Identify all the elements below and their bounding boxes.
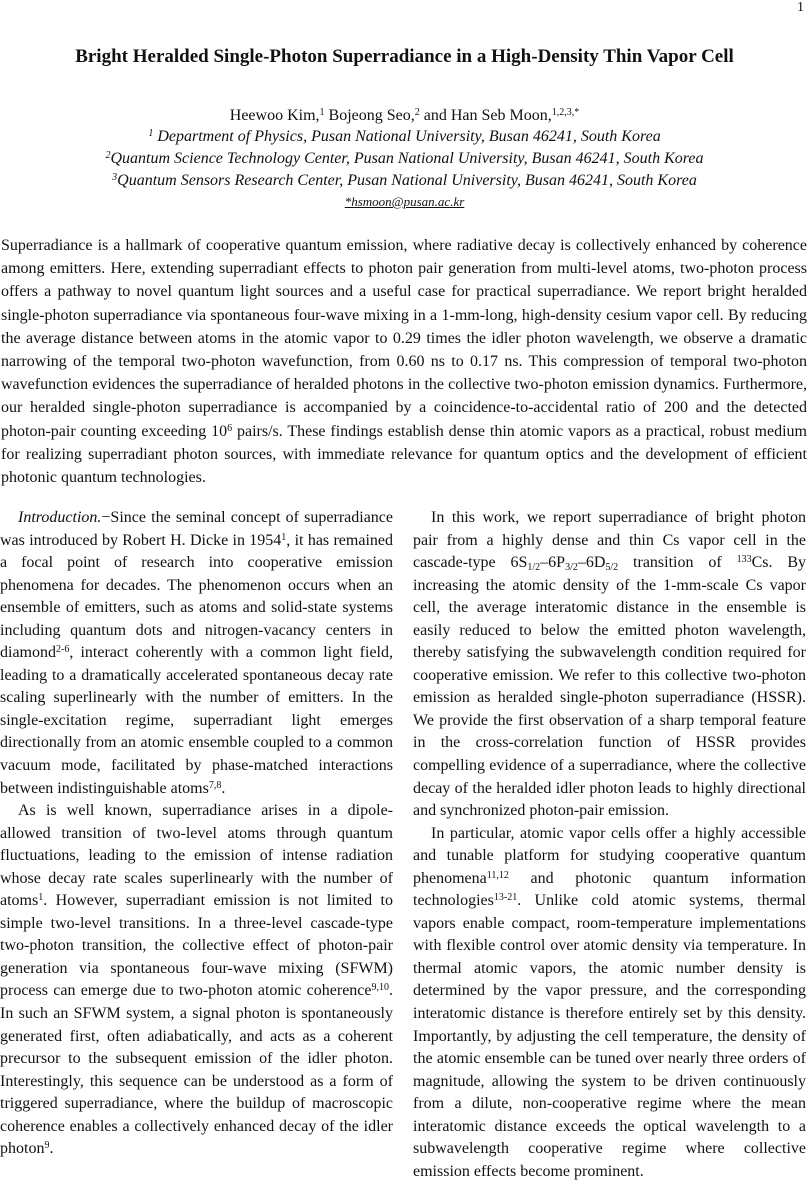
body-text: and photonic quantum information technologies	[413, 869, 806, 910]
body-text: Cs. By increasing the atomic density of the 1-mm-scale Cs vapor cell, the average interatomic distance in the ensemble is easily reduced to below the emitted photon wavelength, thereby satisfying the subwavelength condition required for cooperative emission. We refer to this collective two-photon emission as heralded single-photon superradiance (HSSR). We provide the first observation of a sharp temporal feature in the cross-correlation function of HSSR provides compelling evidence of a superradiance, where the collective decay of the heralded idler photon leads to highly directional and synchronized photon-pair emission.	[413, 554, 806, 820]
affil-mark: 3	[112, 172, 118, 183]
body-text: . However, superradiant emission is not limited to simple two-level transitions. In a three-level cascade-type two-photon transition, the collective effect of photon-pair generation via spontaneous four-wave mixing (SFWM) process can emerge due to two-photon atomic coherence	[0, 892, 393, 1000]
author-name: and Han Seb Moon,	[419, 107, 552, 124]
body-text: , interact coherently with a common light field, leading to a dramatically accelerated spontaneous decay rate scaling superlinearly with the number of emitters. In the single-excitation regime, superradiant light emerges directionally from an atomic ensemble coupled to a common vacuum mode, facilitated by phase-matched interactions between indistinguishable atoms	[0, 644, 393, 797]
author-name: Heewoo Kim,	[229, 107, 320, 124]
citation: 9	[44, 1140, 50, 1152]
abstract-text: Superradiance is a hallmark of cooperative quantum emission, where radiative decay is collectively enhanced by coherence among emitters. Here, extending superradiant effects to photon pair generation from multi-level atoms, two-photon process offers a pathway to novel quantum light sources and a useful case for practical superradiance. We report bright heralded single-photon superradiance via spontaneous four-wave mixing in a 1-mm-long, high-density cesium vapor cell. By reducing the average distance between atoms in the atomic vapor to 0.29 times the idler photon wavelength, we observe a dramatic narrowing of the temporal two-photon wavefunction, from 0.60 ns to 0.17 ns. This compression of temporal two-photon wavefunction evidences the superradiance of heralded photons in the collective two-photon emission dynamics. Furthermore, our heralded single-photon superradiance is accompanied by a coincidence-to-accidental ratio of 200 and the detected photon-pair counting exceeding 10	[1, 237, 807, 440]
citation: 7,8	[208, 779, 222, 791]
subscript: 1/2	[527, 562, 541, 574]
author-name: Bojeong Seo,	[324, 107, 415, 124]
body-text: –6P	[540, 554, 566, 572]
abstract	[1, 234, 807, 489]
body-text: .	[49, 1140, 54, 1158]
body-text: . Unlike cold atomic systems, thermal vapors enable compact, room-temperature implementations with flexible control over atomic density via temperature. In thermal atomic vapors, the atomic number density is determined by the vapor pressure, and the corresponding interatomic distance is therefore entirely set by this density. Importantly, by adjusting the cell temperature, the density of the atomic ensemble can be tuned over nearly three orders of magnitude, allowing the system to be driven continuously from a dilute, non-cooperative regime where the mean interatomic distance exceeds the optical wavelength to a subwavelength cooperative regime where collective emission effects become prominent.	[413, 892, 806, 1180]
paragraph	[0, 800, 393, 1161]
affil-text: Quantum Sensors Research Center, Pusan National University, Busan 46241, South Korea	[117, 172, 697, 189]
citation: 13-21	[493, 892, 518, 904]
citation: 1	[281, 531, 287, 543]
author-list	[0, 107, 809, 125]
exponent: 6	[227, 422, 233, 434]
body-text: , it has remained a focal point of research into cooperative emission phenomena for decades. The phenomenon occurs when an ensemble of emitters, such as atoms and solid-state systems including quantum dots and nitrogen-vacancy centers in diamond	[0, 531, 393, 662]
left-column	[0, 507, 393, 1161]
body-text: .	[221, 779, 226, 797]
subscript: 5/2	[605, 562, 619, 574]
citation: 11,12	[486, 869, 509, 881]
affil-text: Quantum Science Technology Center, Pusan National University, Busan 46241, South Korea	[110, 150, 704, 167]
affiliation	[0, 150, 809, 168]
body-text: In this work, we report superradiance of bright photon pair from a highly dense and thin Cs vapor cell in the cascade-type 6S	[413, 509, 806, 572]
page-number: 1	[797, 0, 804, 15]
body-text: In particular, atomic vapor cells offer a highly accessible and tunable platform for studying cooperative quantum phenomena	[413, 824, 806, 887]
corresponding-email-link[interactable]: *hsmoon@pusan.ac.kr	[344, 194, 465, 209]
affil-text: Department of Physics, Pusan National University, Busan 46241, South Korea	[153, 128, 661, 145]
author-affil-mark: 1	[319, 107, 325, 118]
body-text: –6D	[577, 554, 606, 572]
affiliation	[0, 128, 809, 146]
author-affil-mark: 1,2,3,*	[551, 107, 580, 118]
affil-mark: 2	[105, 150, 111, 161]
right-column	[413, 507, 806, 1183]
section-label: Introduction.	[18, 509, 102, 526]
isotope-mark: 133	[736, 554, 752, 566]
subscript: 3/2	[565, 562, 578, 574]
citation: 1	[38, 892, 44, 904]
paragraph	[413, 507, 806, 823]
body-text: . In such an SFWM system, a signal photon is spontaneously generated first, often adiabatically, and acts as a coherent precursor to the subsequent emission of the idler photon. Interestingly, this sequence can be understood as a form of triggered superradiance, where the buildup of macroscopic coherence enables a collectively enhanced decay of the idler photon	[0, 982, 393, 1158]
citation: 2-6	[56, 644, 70, 656]
paragraph	[0, 507, 393, 800]
body-text: −Since the seminal concept of superradiance was introduced by Robert H. Dicke in 1954	[0, 509, 393, 549]
body-text: As is well known, superradiance arises in a dipole-allowed transition of two-level atoms through quantum fluctuations, leading to the emission of intense radiation whose decay rate scales superlinearly with the number of atoms	[0, 802, 393, 910]
paper-title: Bright Heralded Single-Photon Superradiance in a High-Density Thin Vapor Cell	[75, 46, 734, 67]
paragraph	[413, 823, 806, 1184]
affiliation	[0, 172, 809, 190]
author-affil-mark: 2	[414, 107, 420, 118]
body-text: transition of	[618, 554, 737, 572]
abstract-text: pairs/s. These findings establish dense thin atomic vapors as a practical, robust medium for realizing superradiant photon sources, with immediate relevance for quantum optics and the development of efficient photonic quantum technologies.	[1, 422, 807, 487]
affil-mark: 1	[148, 128, 154, 139]
citation: 9,10	[371, 982, 389, 994]
